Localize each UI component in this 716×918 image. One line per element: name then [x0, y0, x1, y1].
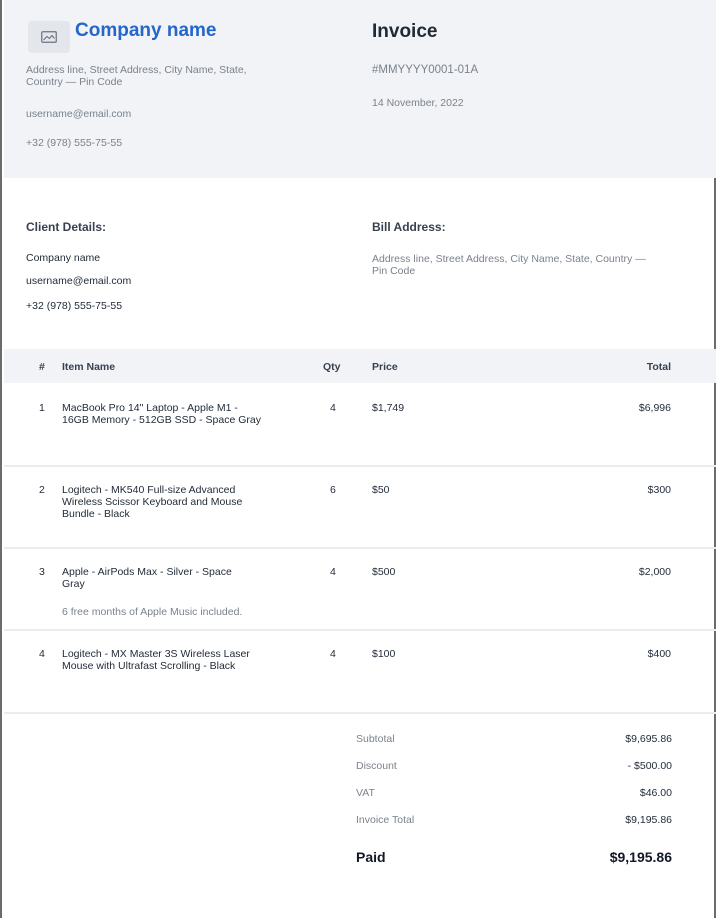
row-divider	[4, 547, 716, 549]
item-name: Apple - AirPods Max - Silver - Space Gray	[62, 566, 232, 590]
invoice-total-label: Invoice Total	[356, 814, 415, 826]
discount-label: Discount	[356, 760, 397, 772]
bill-address-heading: Bill Address:	[372, 220, 446, 234]
item-qty: 6	[330, 484, 336, 496]
row-number: 3	[39, 566, 45, 578]
item-price: $50	[372, 484, 390, 496]
item-price: $100	[372, 648, 396, 660]
item-total: $400	[647, 648, 671, 660]
company-address: Address line, Street Address, City Name, State, Country — Pin Code	[26, 64, 247, 88]
item-name: Logitech - MK540 Full-size Advanced Wireless Scissor Keyboard and Mouse Bundle - Black	[62, 484, 243, 520]
item-qty: 4	[330, 566, 336, 578]
paid-value: $9,195.86	[609, 849, 672, 865]
subtotal-label: Subtotal	[356, 733, 395, 745]
subtotal-value: $9,695.86	[625, 733, 672, 745]
client-company: Company name	[26, 252, 101, 264]
client-phone: +32 (978) 555-75-55	[26, 300, 123, 312]
client-details-heading: Client Details:	[26, 220, 107, 234]
column-header-item: Item Name	[62, 361, 116, 373]
item-total: $2,000	[638, 566, 671, 578]
item-price: $1,749	[372, 402, 405, 414]
company-email: username@email.com	[26, 108, 132, 120]
item-name: MacBook Pro 14" Laptop - Apple M1 - 16GB Memory - 512GB SSD - Space Gray	[62, 402, 261, 426]
row-divider	[4, 465, 716, 467]
image-icon	[28, 21, 70, 53]
item-total: $300	[647, 484, 671, 496]
item-qty: 4	[330, 402, 336, 414]
invoice-date: 14 November, 2022	[372, 97, 464, 109]
company-name: Company name	[75, 20, 217, 41]
invoice-number: #MMYYYY0001-01A	[372, 64, 479, 76]
bill-address: Address line, Street Address, City Name, State, Country — Pin Code	[372, 253, 646, 277]
column-header-price: Price	[372, 361, 398, 373]
paid-label: Paid	[356, 849, 386, 865]
client-email: username@email.com	[26, 275, 132, 287]
row-divider	[4, 712, 716, 714]
item-note: 6 free months of Apple Music included.	[62, 606, 243, 618]
invoice-total-value: $9,195.86	[625, 814, 672, 826]
vat-label: VAT	[356, 787, 375, 799]
item-price: $500	[372, 566, 396, 578]
item-qty: 4	[330, 648, 336, 660]
company-phone: +32 (978) 555-75-55	[26, 137, 123, 149]
column-header-number: #	[39, 361, 45, 373]
invoice-title: Invoice	[372, 21, 438, 42]
column-header-qty: Qty	[323, 361, 341, 373]
discount-value: - $500.00	[627, 760, 672, 772]
item-total: $6,996	[638, 402, 671, 414]
column-header-total: Total	[646, 361, 671, 373]
row-divider	[4, 629, 716, 631]
vat-value: $46.00	[639, 787, 672, 799]
item-name: Logitech - MX Master 3S Wireless Laser Mouse with Ultrafast Scrolling - Black	[62, 648, 250, 672]
row-number: 2	[39, 484, 45, 496]
row-number: 4	[39, 648, 45, 660]
row-number: 1	[39, 402, 45, 414]
